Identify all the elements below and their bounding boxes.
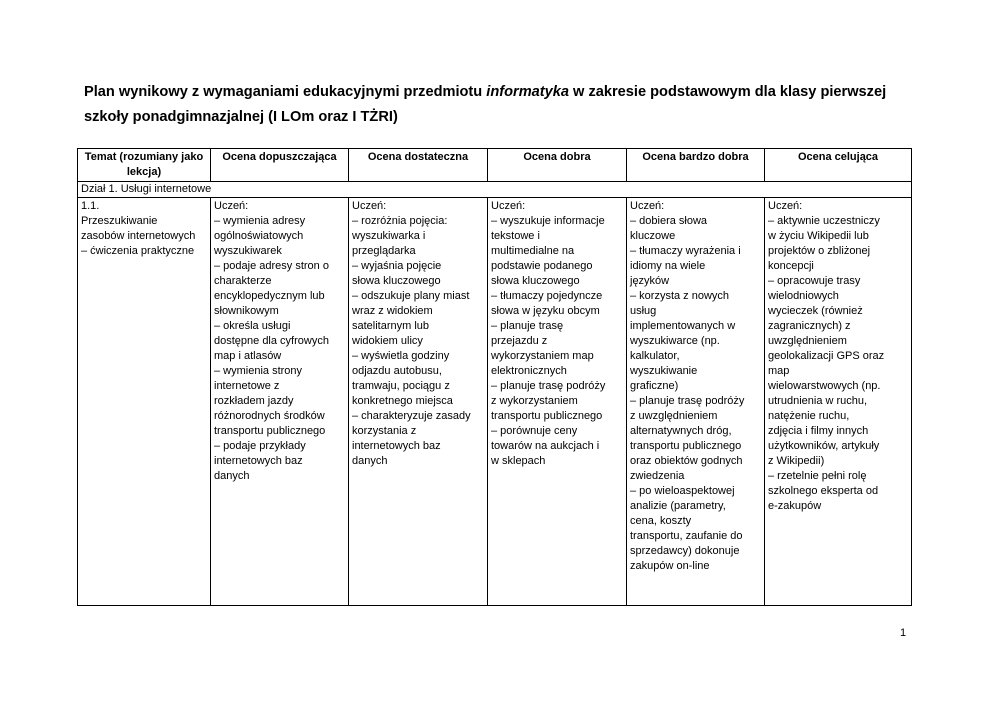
cell-line: przeglądarka (352, 245, 416, 257)
cell-line: – wyświetla godziny (352, 350, 450, 362)
cell-dostateczna (349, 198, 488, 606)
cell-line: – wyszukuje informacje (491, 215, 605, 227)
section-row (78, 182, 912, 198)
cell-line: – tłumaczy pojedyncze (491, 290, 603, 302)
cell-line: uwzględnieniem (768, 335, 847, 347)
cell-line: wyszukiwarek (214, 245, 282, 257)
cell-line: słowa kluczowego (352, 275, 441, 287)
cell-line: widokiem ulicy (352, 335, 423, 347)
cell-line: 1.1. (81, 200, 100, 212)
cell-line: zasobów internetowych (81, 230, 196, 242)
cell-line: – podaje adresy stron o (214, 260, 329, 272)
cell-line: w sklepach (491, 455, 546, 467)
cell-line: wielowarstwowych (np. (768, 380, 881, 392)
cell-line: z uwzględnieniem (630, 410, 718, 422)
cell-line: zagranicznych) z (768, 320, 851, 332)
cell-line: tramwaju, pociągu z (352, 380, 450, 392)
cell-line: usług (630, 305, 657, 317)
cell-line: alternatywnych dróg, (630, 425, 732, 437)
cell-line: analizie (parametry, (630, 500, 726, 512)
cell-line: internetowe z (214, 380, 280, 392)
cell-line: sprzedawcy) dokonuje (630, 545, 740, 557)
cell-line: z wykorzystaniem (491, 395, 578, 407)
cell-line: – rozróżnia pojęcia: (352, 215, 448, 227)
header-topic: Temat (rozumiany jako lekcja) (78, 149, 211, 182)
cell-line: języków (630, 275, 670, 287)
cell-line: transportu publicznego (491, 410, 603, 422)
cell-line: – korzysta z nowych (630, 290, 730, 302)
section-title: Dział 1. Usługi internetowe (78, 182, 912, 198)
cell-line: – po wieloaspektowej (630, 485, 735, 497)
cell-line: wraz z widokiem (352, 305, 433, 317)
cell-line: wyszukiwarce (np. (630, 335, 720, 347)
cell-topic (78, 198, 211, 606)
cell-line: koncepcji (768, 260, 814, 272)
header-dopuszczajaca: Ocena dopuszczająca (211, 149, 349, 182)
table-header-row (78, 149, 912, 182)
header-dobra: Ocena dobra (488, 149, 627, 182)
cell-line: zakupów on-line (630, 560, 710, 572)
cell-dobra (488, 198, 627, 606)
cell-line: dostępne dla cyfrowych (214, 335, 329, 347)
cell-line: różnorodnych środków (214, 410, 325, 422)
cell-line: – wyjaśnia pojęcie (352, 260, 442, 272)
cell-line: wyszukiwanie (630, 365, 698, 377)
cell-line: słowa kluczowego (491, 275, 580, 287)
cell-line: rozkładem jazdy (214, 395, 294, 407)
cell-line: Uczeń: (214, 200, 249, 212)
cell-line: konkretnego miejsca (352, 395, 453, 407)
cell-line: encyklopedycznym lub (214, 290, 325, 302)
cell-line: słownikowym (214, 305, 279, 317)
cell-line: zwiedzenia (630, 470, 685, 482)
cell-line: oraz obiektów godnych (630, 455, 743, 467)
cell-line: kluczowe (630, 230, 676, 242)
cell-line: cena, koszty (630, 515, 692, 527)
cell-line: satelitarnym lub (352, 320, 430, 332)
cell-line: internetowych baz (352, 440, 441, 452)
cell-line: geolokalizacji GPS oraz (768, 350, 885, 362)
cell-line: – porównuje ceny (491, 425, 578, 437)
cell-line: – wymienia adresy (214, 215, 306, 227)
title-italic-subject: informatyka (486, 84, 569, 100)
cell-line: – planuje trasę (491, 320, 564, 332)
cell-line: – określa usługi (214, 320, 291, 332)
cell-line: towarów na aukcjach i (491, 440, 600, 452)
cell-line: transportu publicznego (214, 425, 326, 437)
requirements-table (77, 148, 912, 606)
cell-line: projektów o zbliżonej (768, 245, 871, 257)
cell-line: korzystania z (352, 425, 417, 437)
cell-line: map i atlasów (214, 350, 282, 362)
cell-line: w życiu Wikipedii lub (768, 230, 869, 242)
cell-line: ogólnoświatowych (214, 230, 304, 242)
cell-line: multimedialne na (491, 245, 575, 257)
header-celujaca: Ocena celująca (765, 149, 912, 182)
header-dostateczna: Ocena dostateczna (349, 149, 488, 182)
cell-line: danych (214, 470, 250, 482)
cell-line: – dobiera słowa (630, 215, 708, 227)
cell-line: wycieczek (również (768, 305, 863, 317)
cell-line: – opracowuje trasy (768, 275, 861, 287)
cell-line: implementowanych w (630, 320, 736, 332)
cell-line: graficzne) (630, 380, 679, 392)
cell-line: Uczeń: (352, 200, 387, 212)
cell-line: wykorzystaniem map (491, 350, 594, 362)
cell-line: – planuje trasę podróży (491, 380, 606, 392)
cell-line: – odszukuje plany miast (352, 290, 470, 302)
cell-line: tekstowe i (491, 230, 540, 242)
cell-line: podstawie podanego (491, 260, 593, 272)
cell-line: – planuje trasę podróży (630, 395, 745, 407)
cell-line: elektronicznych (491, 365, 567, 377)
cell-line: – wymienia strony (214, 365, 303, 377)
cell-line: kalkulator, (630, 350, 680, 362)
cell-line: Uczeń: (491, 200, 526, 212)
cell-line: wyszukiwarka i (352, 230, 426, 242)
cell-line: utrudnienia w ruchu, (768, 395, 868, 407)
cell-line: transportu, zaufanie do (630, 530, 743, 542)
cell-line: transportu publicznego (630, 440, 742, 452)
cell-line: zdjęcia i filmy innych (768, 425, 869, 437)
cell-line: – rzetelnie pełni rolę (768, 470, 867, 482)
cell-line: Uczeń: (768, 200, 803, 212)
cell-line: odjazdu autobusu, (352, 365, 442, 377)
cell-line: – charakteryzuje zasady (352, 410, 471, 422)
cell-dopuszczajaca (211, 198, 349, 606)
cell-line: – tłumaczy wyrażenia i (630, 245, 741, 257)
cell-line: słowa w języku obcym (491, 305, 600, 317)
cell-celujaca (765, 198, 912, 606)
cell-line: przejazdu z (491, 335, 548, 347)
cell-bardzo-dobra (627, 198, 765, 606)
cell-line: wielodniowych (768, 290, 839, 302)
page-number: 1 (900, 627, 907, 639)
cell-line: użytkowników, artykuły (768, 440, 880, 452)
cell-line: Uczeń: (630, 200, 665, 212)
cell-line: Przeszukiwanie (81, 215, 158, 227)
cell-line: charakterze (214, 275, 272, 287)
header-bardzo-dobra: Ocena bardzo dobra (627, 149, 765, 182)
cell-line: – ćwiczenia praktyczne (81, 245, 195, 257)
table-row (78, 198, 912, 606)
cell-line: – aktywnie uczestniczy (768, 215, 880, 227)
title-part1: Plan wynikowy z wymaganiami edukacyjnymi przedmiotu (84, 84, 487, 100)
page-title (84, 80, 914, 130)
cell-line: idiomy na wiele (630, 260, 706, 272)
cell-line: natężenie ruchu, (768, 410, 850, 422)
cell-line: e-zakupów (768, 500, 822, 512)
cell-line: z Wikipedii) (768, 455, 825, 467)
cell-line: danych (352, 455, 388, 467)
cell-line: internetowych baz (214, 455, 303, 467)
cell-line: – podaje przykłady (214, 440, 306, 452)
cell-line: szkolnego eksperta od (768, 485, 879, 497)
title-part2: w zakresie podstawowym dla klasy pierwszej szkoły ponadgimnazjalnej (I LOm oraz I TŻRI) (84, 84, 887, 125)
cell-line: map (768, 365, 790, 377)
